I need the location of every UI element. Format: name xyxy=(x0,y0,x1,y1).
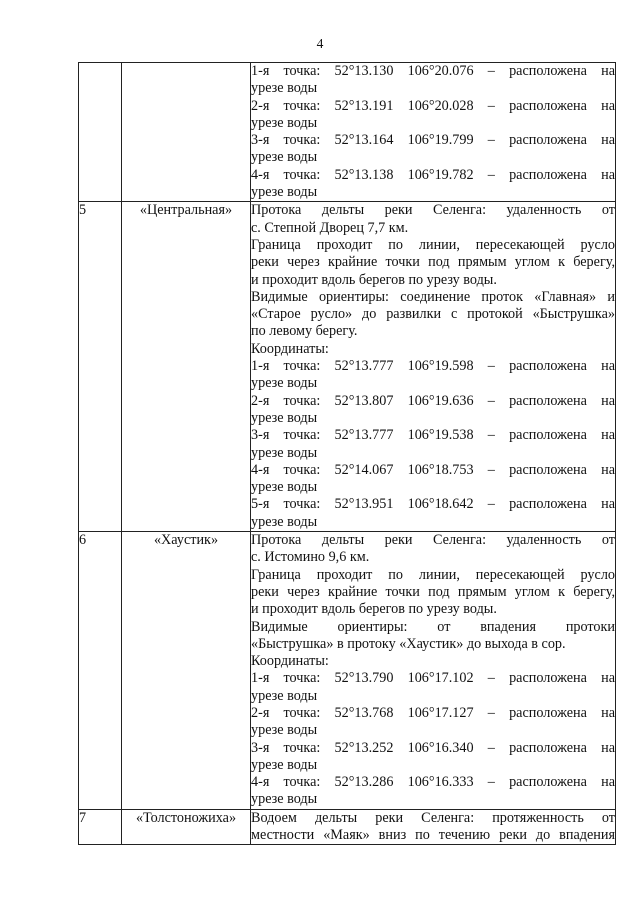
description-line: Водоем дельты реки Селенга: протяженность от xyxy=(251,809,615,826)
description-line: 3-я точка: 52°13.252 106°16.340 – расположена на xyxy=(251,739,615,756)
description-line: с. Истомино 9,6 км. xyxy=(251,549,370,566)
description-line: 1-я точка: 52°13.777 106°19.598 – расположена на xyxy=(251,358,615,375)
water-body-name-cell: «Центральная» xyxy=(122,202,251,532)
description-line: реки через крайние точки под прямым углом к берегу, xyxy=(251,254,615,271)
description-line: реки через крайние точки под прямым углом к берегу, xyxy=(251,583,615,600)
description-line: 2-я точка: 52°13.191 106°20.028 – расположена на xyxy=(251,97,615,114)
description-line: и проходит вдоль берегов по урезу воды. xyxy=(251,601,497,618)
description-line: урезе воды xyxy=(251,184,318,201)
table-row xyxy=(79,809,616,845)
description-line: Граница проходит по линии, пересекающей русло xyxy=(251,566,615,583)
description-line: урезе воды xyxy=(251,80,318,97)
description-line: 4-я точка: 52°13.138 106°19.782 – расположена на xyxy=(251,166,615,183)
description-line: Протока дельты реки Селенга: удаленность от xyxy=(251,202,615,219)
description-cell xyxy=(251,809,616,845)
table-row xyxy=(79,202,616,532)
row-number-cell: 5 xyxy=(79,202,122,532)
table-row xyxy=(79,532,616,810)
description-line: 1-я точка: 52°13.130 106°20.076 – расположена на xyxy=(251,63,615,79)
description-line: 1-я точка: 52°13.790 106°17.102 – расположена на xyxy=(251,670,615,687)
description-line: 4-я точка: 52°13.286 106°16.333 – расположена на xyxy=(251,774,615,791)
description-line: 3-я точка: 52°13.777 106°19.538 – расположена на xyxy=(251,427,615,444)
description-line: урезе воды xyxy=(251,791,318,808)
description-line: местности «Маяк» вниз по течению реки до впадения xyxy=(251,827,615,844)
description-line: «Старое русло» до развилки с протокой «Быструшка» xyxy=(251,306,615,323)
description-line: «Быструшка» в протоку «Хаустик» до выхода в сор. xyxy=(251,635,566,652)
description-cell xyxy=(251,202,616,532)
water-body-name-cell: «Хаустик» xyxy=(122,532,251,810)
description-line: урезе воды xyxy=(251,722,318,739)
description-line: Координаты: xyxy=(251,340,329,357)
water-bodies-table xyxy=(78,62,616,845)
table-body xyxy=(79,63,616,845)
description-line: Видимые ориентиры: соединение проток «Главная» и xyxy=(251,288,615,305)
page-number: 4 xyxy=(316,36,324,51)
description-line: 5-я точка: 52°13.951 106°18.642 – расположена на xyxy=(251,496,615,513)
description-line: 4-я точка: 52°14.067 106°18.753 – расположена на xyxy=(251,461,615,478)
water-body-name-cell: «Толстоножиха» xyxy=(122,809,251,845)
description-line: урезе воды xyxy=(251,687,318,704)
description-line: по левому берегу. xyxy=(251,323,358,340)
description-line: Видимые ориентиры: от впадения протоки xyxy=(251,618,615,635)
description-line: урезе воды xyxy=(251,149,318,166)
description-line: Протока дельты реки Селенга: удаленность от xyxy=(251,532,615,549)
description-line: 2-я точка: 52°13.768 106°17.127 – расположена на xyxy=(251,704,615,721)
description-line: с. Степной Дворец 7,7 км. xyxy=(251,219,409,236)
description-line: урезе воды xyxy=(251,375,318,392)
description-line: урезе воды xyxy=(251,409,318,426)
description-line: урезе воды xyxy=(251,513,318,530)
description-line: 2-я точка: 52°13.807 106°19.636 – расположена на xyxy=(251,392,615,409)
description-line: урезе воды xyxy=(251,756,318,773)
description-line: Координаты: xyxy=(251,653,329,670)
description-line: Граница проходит по линии, пересекающей русло xyxy=(251,236,615,253)
description-cell xyxy=(251,63,616,202)
description-line: урезе воды xyxy=(251,114,318,131)
water-body-name-cell xyxy=(122,63,251,202)
description-line: урезе воды xyxy=(251,479,318,496)
row-number-cell: 6 xyxy=(79,532,122,810)
description-line: 3-я точка: 52°13.164 106°19.799 – расположена на xyxy=(251,132,615,149)
description-line: урезе воды xyxy=(251,444,318,461)
description-line: и проходит вдоль берегов по урезу воды. xyxy=(251,271,497,288)
row-number-cell xyxy=(79,63,122,202)
description-cell xyxy=(251,532,616,810)
table-row xyxy=(79,63,616,202)
row-number-cell: 7 xyxy=(79,809,122,845)
